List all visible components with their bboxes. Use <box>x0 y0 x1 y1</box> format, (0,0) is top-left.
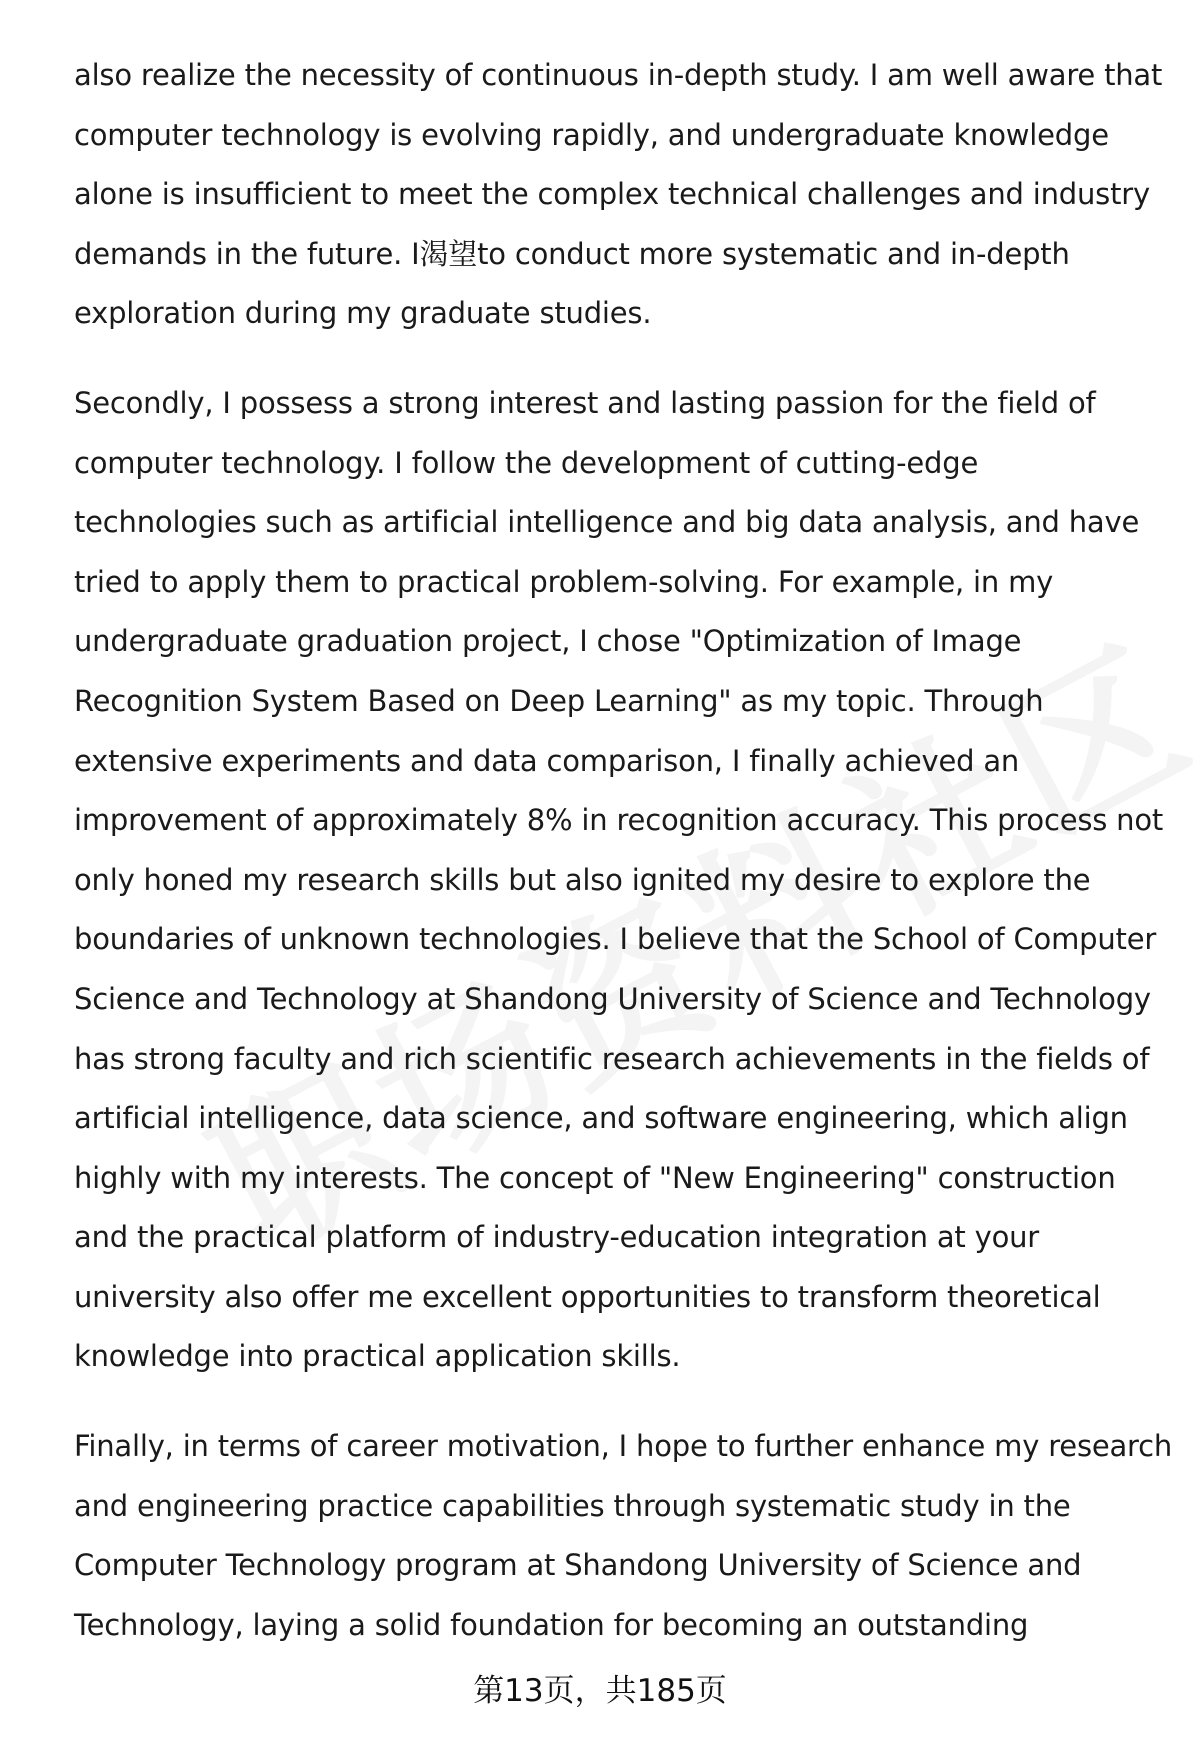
document-body <box>74 46 1173 1685</box>
text-line: demands in the future. I渴望to conduct more systematic and in-depth <box>74 236 1070 271</box>
text-line: also realize the necessity of continuous in-depth study. I am well aware that <box>74 58 1163 92</box>
text-line: Finally, in terms of career motivation, I hope to further enhance my research <box>74 1429 1173 1464</box>
text-line: has strong faculty and rich scientific research achievements in the fields of <box>74 1041 1150 1076</box>
text-line: improvement of approximately 8% in recognition accuracy. This process not <box>74 803 1164 838</box>
page-number-footer: 第13页，共185页 <box>473 1673 727 1709</box>
text-line: highly with my interests. The concept of "New Engineering" construction <box>74 1160 1116 1195</box>
text-line: Recognition System Based on Deep Learning" as my topic. Through <box>74 683 1044 718</box>
paragraph <box>74 374 1164 1387</box>
text-line: tried to apply them to practical problem-solving. For example, in my <box>74 564 1054 599</box>
paragraph <box>74 1417 1173 1655</box>
text-line: and engineering practice capabilities through systematic study in the <box>74 1488 1071 1523</box>
text-line: Computer Technology program at Shandong University of Science and <box>74 1548 1082 1583</box>
text-line: technologies such as artificial intelligence and big data analysis, and have <box>74 505 1140 540</box>
text-line: artificial intelligence, data science, and software engineering, which align <box>74 1101 1128 1136</box>
text-line: knowledge into practical application skills. <box>74 1339 681 1374</box>
text-line: boundaries of unknown technologies. I believe that the School of Computer <box>74 922 1157 957</box>
text-line: computer technology. I follow the development of cutting-edge <box>74 445 979 480</box>
text-line: Science and Technology at Shandong University of Science and Technology <box>74 981 1151 1016</box>
text-line: undergraduate graduation project, I chose "Optimization of Image <box>74 624 1022 659</box>
text-line: only honed my research skills but also ignited my desire to explore the <box>74 862 1091 897</box>
text-line: Technology, laying a solid foundation for becoming an outstanding <box>74 1607 1029 1642</box>
text-line: extensive experiments and data comparison, I finally achieved an <box>74 743 1020 778</box>
text-line: exploration during my graduate studies. <box>74 296 652 331</box>
text-line: and the practical platform of industry-education integration at your <box>74 1220 1040 1255</box>
text-line: alone is insufficient to meet the complex technical challenges and industry <box>74 177 1150 212</box>
text-line: university also offer me excellent opportunities to transform theoretical <box>74 1279 1101 1314</box>
text-line: Secondly, I possess a strong interest and lasting passion for the field of <box>74 385 1096 420</box>
paragraph <box>74 46 1164 344</box>
text-line: computer technology is evolving rapidly, and undergraduate knowledge <box>74 117 1109 152</box>
